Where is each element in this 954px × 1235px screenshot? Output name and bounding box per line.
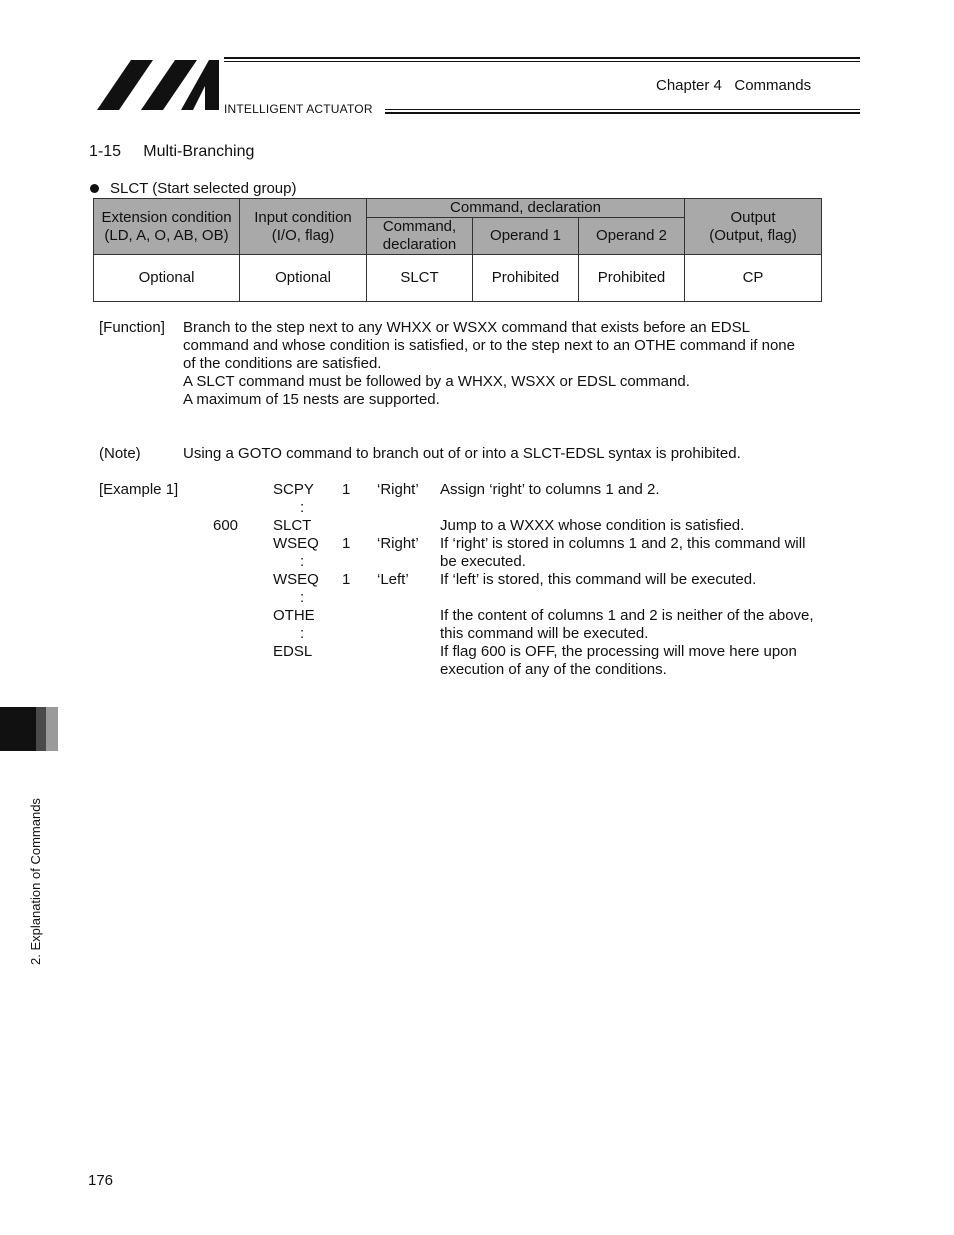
header-command-declaration-group: Command, declaration xyxy=(367,199,685,218)
function-line: command and whose condition is satisfied, or to the step next to an OTHE command if none xyxy=(183,337,795,354)
example-operand-2: ‘Left’ xyxy=(377,571,409,588)
example-description: Assign ‘right’ to columns 1 and 2. xyxy=(440,481,660,498)
page-number: 176 xyxy=(88,1172,114,1189)
header-input-condition: Input condition (I/O, flag) xyxy=(240,199,367,255)
example-operand-2: ‘Right’ xyxy=(377,481,419,498)
chapter-tab xyxy=(0,707,36,751)
example-description: If flag 600 is OFF, the processing will move here upon xyxy=(440,643,797,660)
example-description: be executed. xyxy=(440,553,526,570)
example-operand-2: ‘Right’ xyxy=(377,535,419,552)
header-rule xyxy=(224,61,860,62)
header-output: Output (Output, flag) xyxy=(685,199,822,255)
header-command: Command, declaration xyxy=(367,218,473,255)
header-extension-condition: Extension condition (LD, A, O, AB, OB) xyxy=(94,199,240,255)
bullet-text: SLCT (Start selected group) xyxy=(110,180,297,197)
cell-command: SLCT xyxy=(367,255,473,302)
header-rule xyxy=(385,109,860,110)
example-description: Jump to a WXXX whose condition is satisfied. xyxy=(440,517,745,534)
table-row xyxy=(94,255,822,302)
brand-name: INTELLIGENT ACTUATOR xyxy=(224,102,373,116)
example-command: WSEQ xyxy=(273,571,319,588)
side-section-label: 2. Explanation of Commands xyxy=(28,798,43,965)
header-operand-1: Operand 1 xyxy=(473,218,579,255)
example-command: EDSL xyxy=(273,643,313,660)
example-operand-1: 1 xyxy=(342,535,351,552)
function-text xyxy=(183,319,843,409)
example-command: : xyxy=(300,589,305,606)
header-rule xyxy=(385,112,860,114)
example-command: : xyxy=(300,625,305,642)
example-description: If the content of columns 1 and 2 is neither of the above, xyxy=(440,607,814,624)
example-description: If ‘right’ is stored in columns 1 and 2, this command will xyxy=(440,535,806,552)
function-line: A SLCT command must be followed by a WHXX, WSXX or EDSL command. xyxy=(183,373,690,390)
bullet-item xyxy=(90,180,296,197)
function-label: [Function] xyxy=(99,319,165,336)
example-command: SCPY xyxy=(273,481,314,498)
bullet-dot-icon xyxy=(90,184,99,193)
header-rule xyxy=(224,57,860,59)
cell-output: CP xyxy=(685,255,822,302)
iai-logo xyxy=(97,58,221,117)
function-line: Branch to the step next to any WHXX or WSXX command that exists before an EDSL xyxy=(183,319,750,336)
note-label: (Note) xyxy=(99,445,141,462)
example-command: : xyxy=(300,553,305,570)
note-text: Using a GOTO command to branch out of or into a SLCT-EDSL syntax is prohibited. xyxy=(183,445,741,462)
function-line: of the conditions are satisfied. xyxy=(183,355,382,372)
example-operand-1: 1 xyxy=(342,481,351,498)
section-title: 1-15 Multi-Branching xyxy=(89,143,255,160)
example-description: execution of any of the conditions. xyxy=(440,661,667,678)
cell-extension: Optional xyxy=(94,255,240,302)
example-command: OTHE xyxy=(273,607,315,624)
command-spec-table xyxy=(93,198,822,302)
example-description: this command will be executed. xyxy=(440,625,649,642)
header-operand-2: Operand 2 xyxy=(579,218,685,255)
cell-operand-1: Prohibited xyxy=(473,255,579,302)
example-label: [Example 1] xyxy=(99,481,179,498)
cell-operand-2: Prohibited xyxy=(579,255,685,302)
cell-input: Optional xyxy=(240,255,367,302)
chapter-tab-shade xyxy=(46,707,58,751)
function-line: A maximum of 15 nests are supported. xyxy=(183,391,440,408)
example-condition: 600 xyxy=(213,517,239,534)
example-command: : xyxy=(300,499,305,516)
chapter-title: Chapter 4 Commands xyxy=(656,77,812,94)
example-command: WSEQ xyxy=(273,535,319,552)
example-description: If ‘left’ is stored, this command will be executed. xyxy=(440,571,757,588)
chapter-tab-shade xyxy=(36,707,46,751)
example-command: SLCT xyxy=(273,517,312,534)
example-operand-1: 1 xyxy=(342,571,351,588)
